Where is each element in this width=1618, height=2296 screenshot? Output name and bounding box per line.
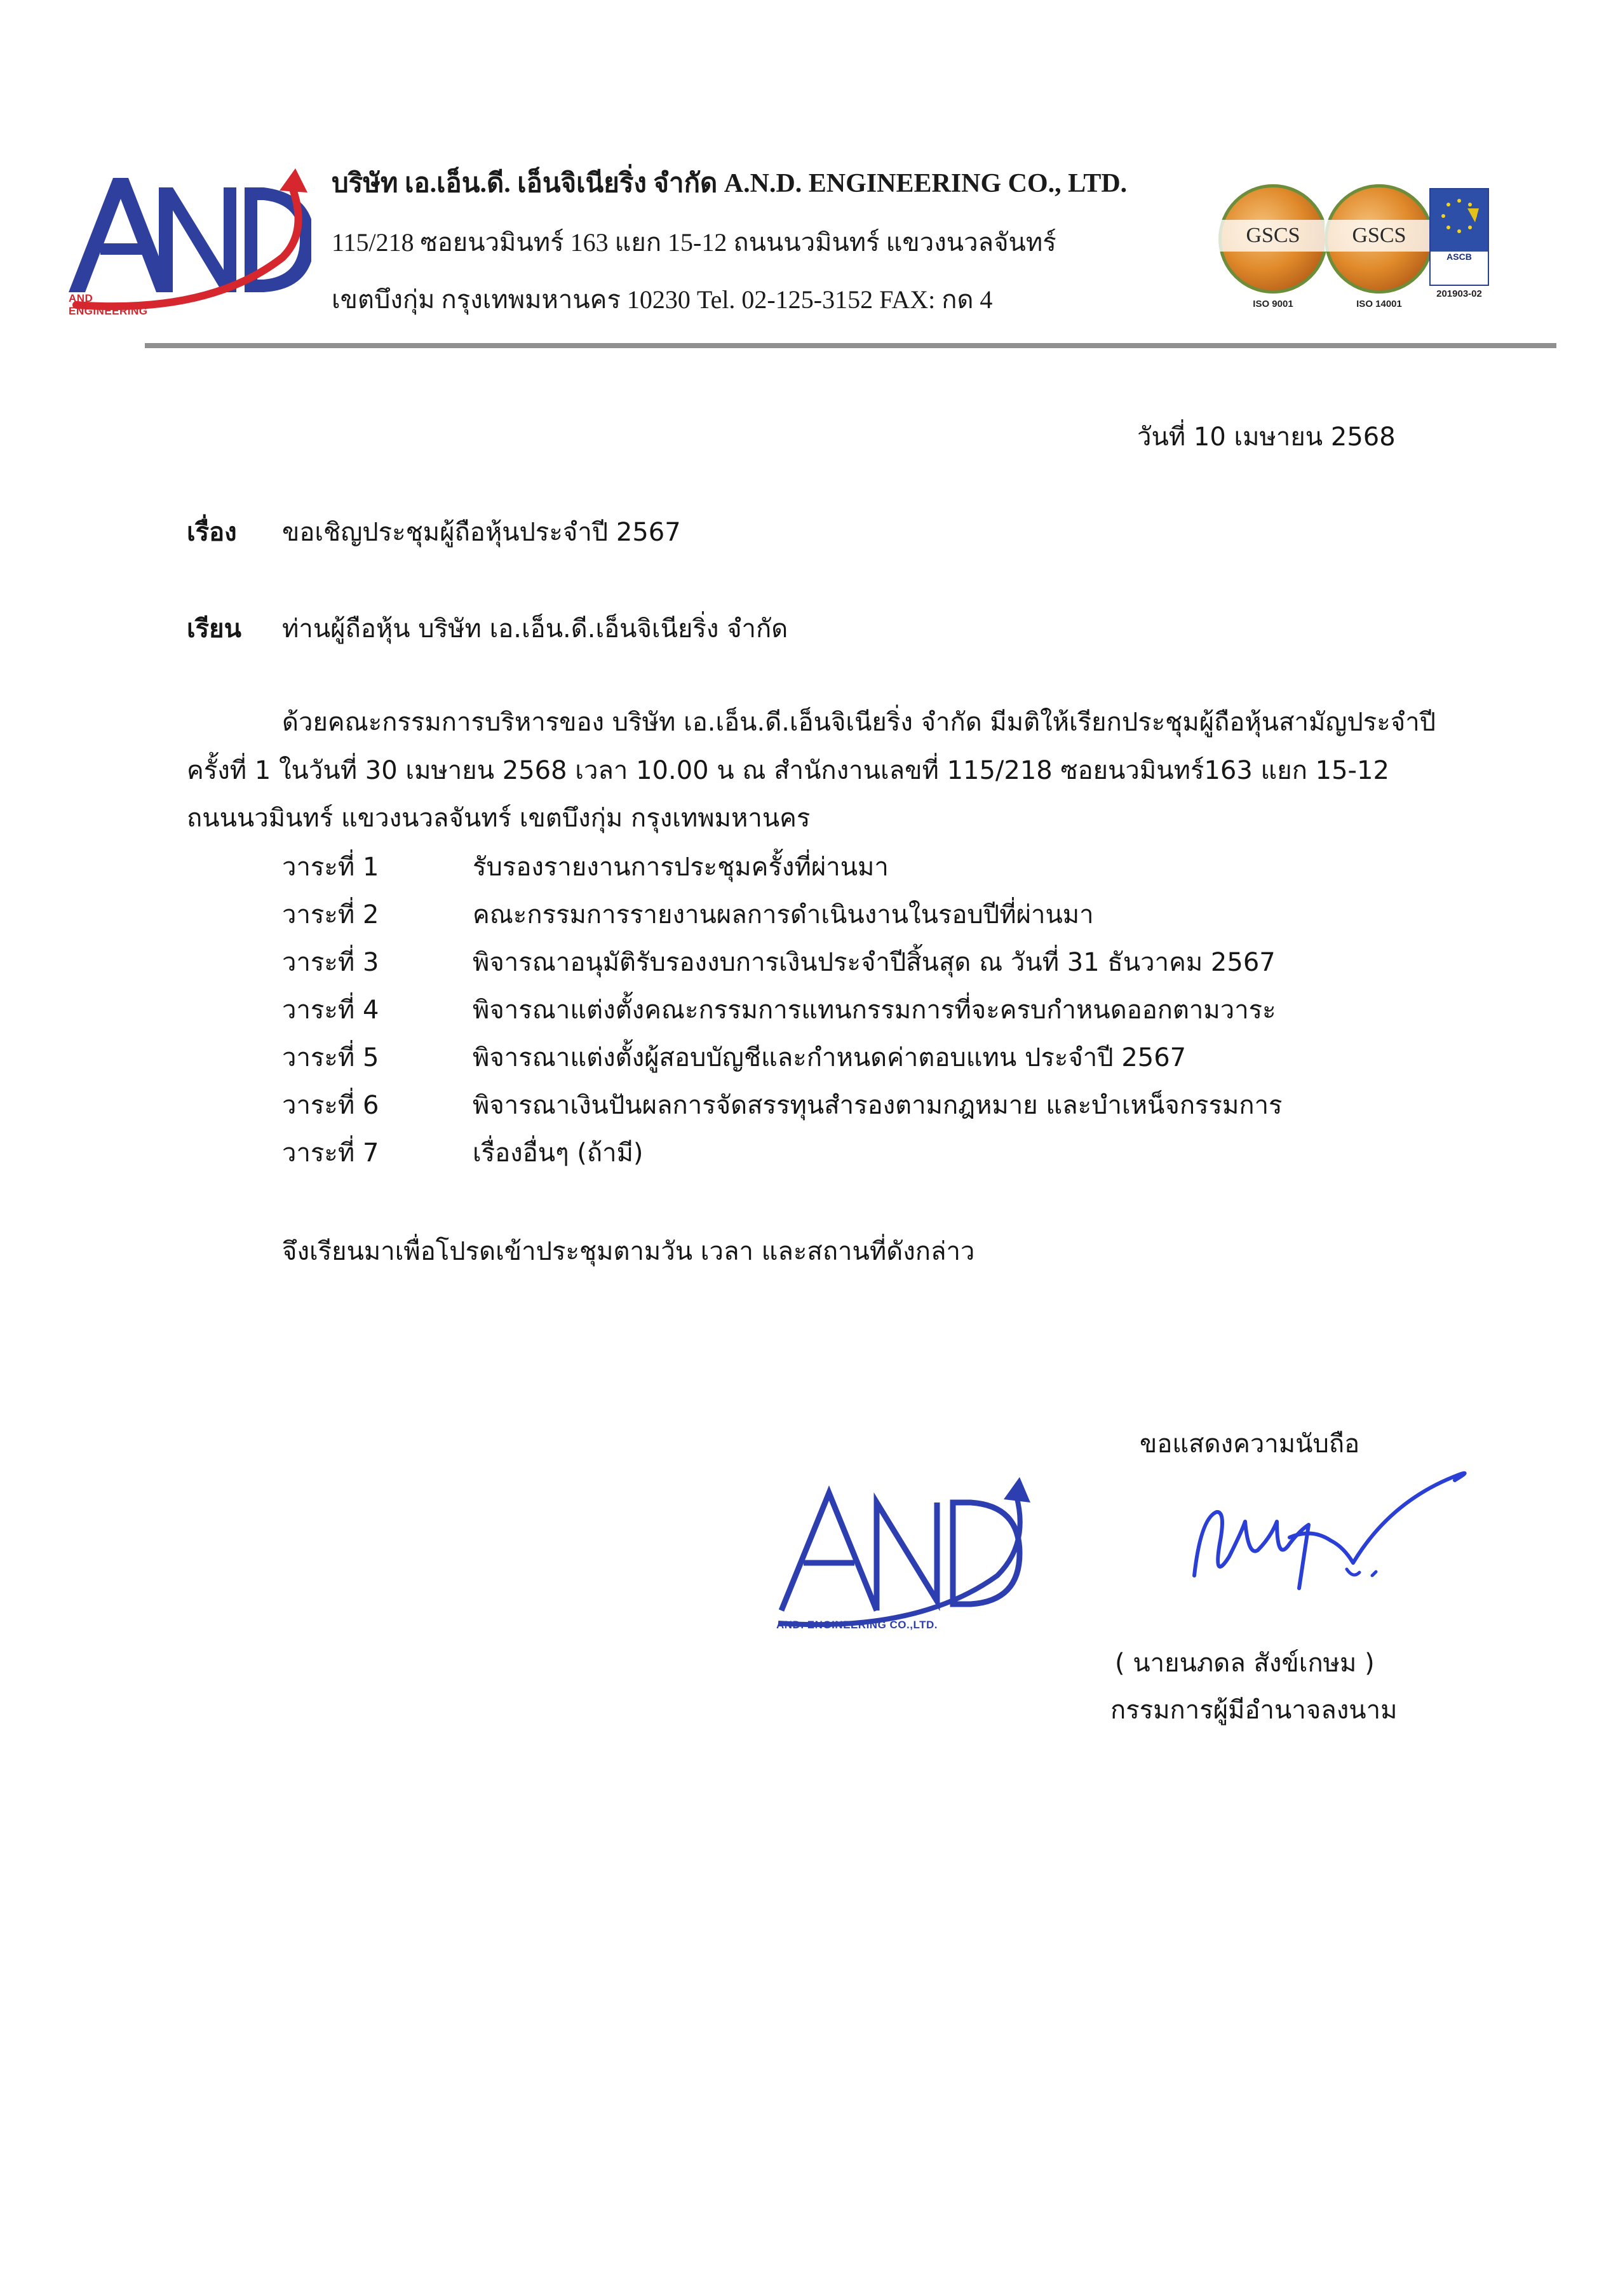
badge-label: ISO 14001 xyxy=(1356,299,1402,309)
agenda-item: พิจารณาแต่งตั้งผู้สอบบัญชีและกำหนดค่าตอบแทน ประจำปี 2567 xyxy=(473,1043,1187,1072)
letter-date: วันที่ 10 เมษายน 2568 xyxy=(1137,422,1396,452)
recipient-label: เรียน xyxy=(187,614,241,644)
stamp-caption: AND. ENGINEERING CO.,LTD. xyxy=(776,1619,938,1631)
subject-label: เรื่อง xyxy=(187,518,237,547)
agenda-item: พิจารณาอนุมัติรับรองงบการเงินประจำปีสิ้นสุด ณ วันที่ 31 ธันวาคม 2567 xyxy=(473,948,1276,977)
signer-title: กรรมการผู้มีอำนาจลงนาม xyxy=(1110,1696,1398,1725)
agenda-item: เรื่องอื่นๆ (ถ้ามี) xyxy=(473,1138,644,1168)
agenda-number: วาระที่ 6 xyxy=(282,1091,379,1120)
subject-text: ขอเชิญประชุมผู้ถือหุ้นประจำปี 2567 xyxy=(282,518,681,547)
badge-label: ISO 9001 xyxy=(1253,299,1293,309)
regards-text: ขอแสดงความนับถือ xyxy=(1140,1429,1360,1459)
eu-stars-icon xyxy=(1429,188,1489,286)
company-name: บริษัท เอ.เอ็น.ดี. เอ็นจิเนียริ่ง จำกัด A.N.D. ENGINEERING CO., LTD. xyxy=(332,169,1128,198)
agenda-number: วาระที่ 4 xyxy=(282,996,379,1025)
agenda-number: วาระที่ 5 xyxy=(282,1043,379,1072)
company-stamp xyxy=(769,1474,1074,1633)
paragraph-line: ด้วยคณะกรรมการบริหารของ บริษัท เอ.เอ็น.ดี.เอ็นจิเนียริ่ง จำกัด มีมติให้เรียกประชุมผู้ถือหุ้นสามัญประจำปี xyxy=(282,708,1436,737)
agenda-number: วาระที่ 3 xyxy=(282,948,379,977)
iso-14001-badge xyxy=(1325,184,1434,309)
ascb-badge xyxy=(1429,188,1489,299)
closing-sentence: จึงเรียนมาเพื่อโปรดเข้าประชุมตามวัน เวลา และสถานที่ดังกล่าว xyxy=(282,1237,975,1266)
recipient-text: ท่านผู้ถือหุ้น บริษัท เอ.เอ็น.ดี.เอ็นจิเนียริ่ง จำกัด xyxy=(282,614,788,644)
paragraph-line: ครั้งที่ 1 ในวันที่ 30 เมษายน 2568 เวลา 10.00 น ณ สำนักงานเลขที่ 115/218 ซอยนวมินทร์163 แยก 15-12 xyxy=(187,756,1389,785)
paragraph-line: ถนนนวมินทร์ แขวงนวลจันทร์ เขตบึงกุ่ม กรุงเทพมหานคร xyxy=(187,804,811,833)
globe-icon xyxy=(1218,184,1328,294)
agenda-number: วาระที่ 2 xyxy=(282,900,379,929)
header-divider xyxy=(145,343,1556,348)
badge-mark: ASCB xyxy=(1431,252,1488,285)
badge-mark: GSCS xyxy=(1325,220,1434,252)
signer-name: ( นายนภดล สังข์เกษม ) xyxy=(1115,1649,1375,1678)
agenda-item: คณะกรรมการรายงานผลการดำเนินงานในรอบปีที่ผ่านมา xyxy=(473,900,1094,929)
agenda-item: พิจารณาเงินปันผลการจัดสรรทุนสำรองตามกฎหมาย และบำเหน็จกรรมการ xyxy=(473,1091,1283,1120)
badge-mark: GSCS xyxy=(1218,220,1328,252)
agenda-number: วาระที่ 7 xyxy=(282,1138,379,1168)
company-address: 115/218 ซอยนวมินทร์ 163 แยก 15-12 ถนนนวมินทร์ แขวงนวลจันทร์ xyxy=(332,228,1056,257)
company-contact: เขตบึงกุ่ม กรุงเทพมหานคร 10230 Tel. 02-125-3152 FAX: กด 4 xyxy=(332,285,993,314)
badge-label: 201903-02 xyxy=(1436,288,1482,299)
agenda-item: รับรองรายงานการประชุมครั้งที่ผ่านมา xyxy=(473,853,889,882)
logo-caption: AND ENGINEERING xyxy=(69,292,148,317)
agenda-number: วาระที่ 1 xyxy=(282,853,379,882)
globe-icon xyxy=(1325,184,1434,294)
agenda-item: พิจารณาแต่งตั้งคณะกรรมการแทนกรรมการที่จะครบกำหนดออกตามวาระ xyxy=(473,996,1276,1025)
iso-9001-badge xyxy=(1218,184,1328,309)
signature xyxy=(1182,1461,1474,1614)
